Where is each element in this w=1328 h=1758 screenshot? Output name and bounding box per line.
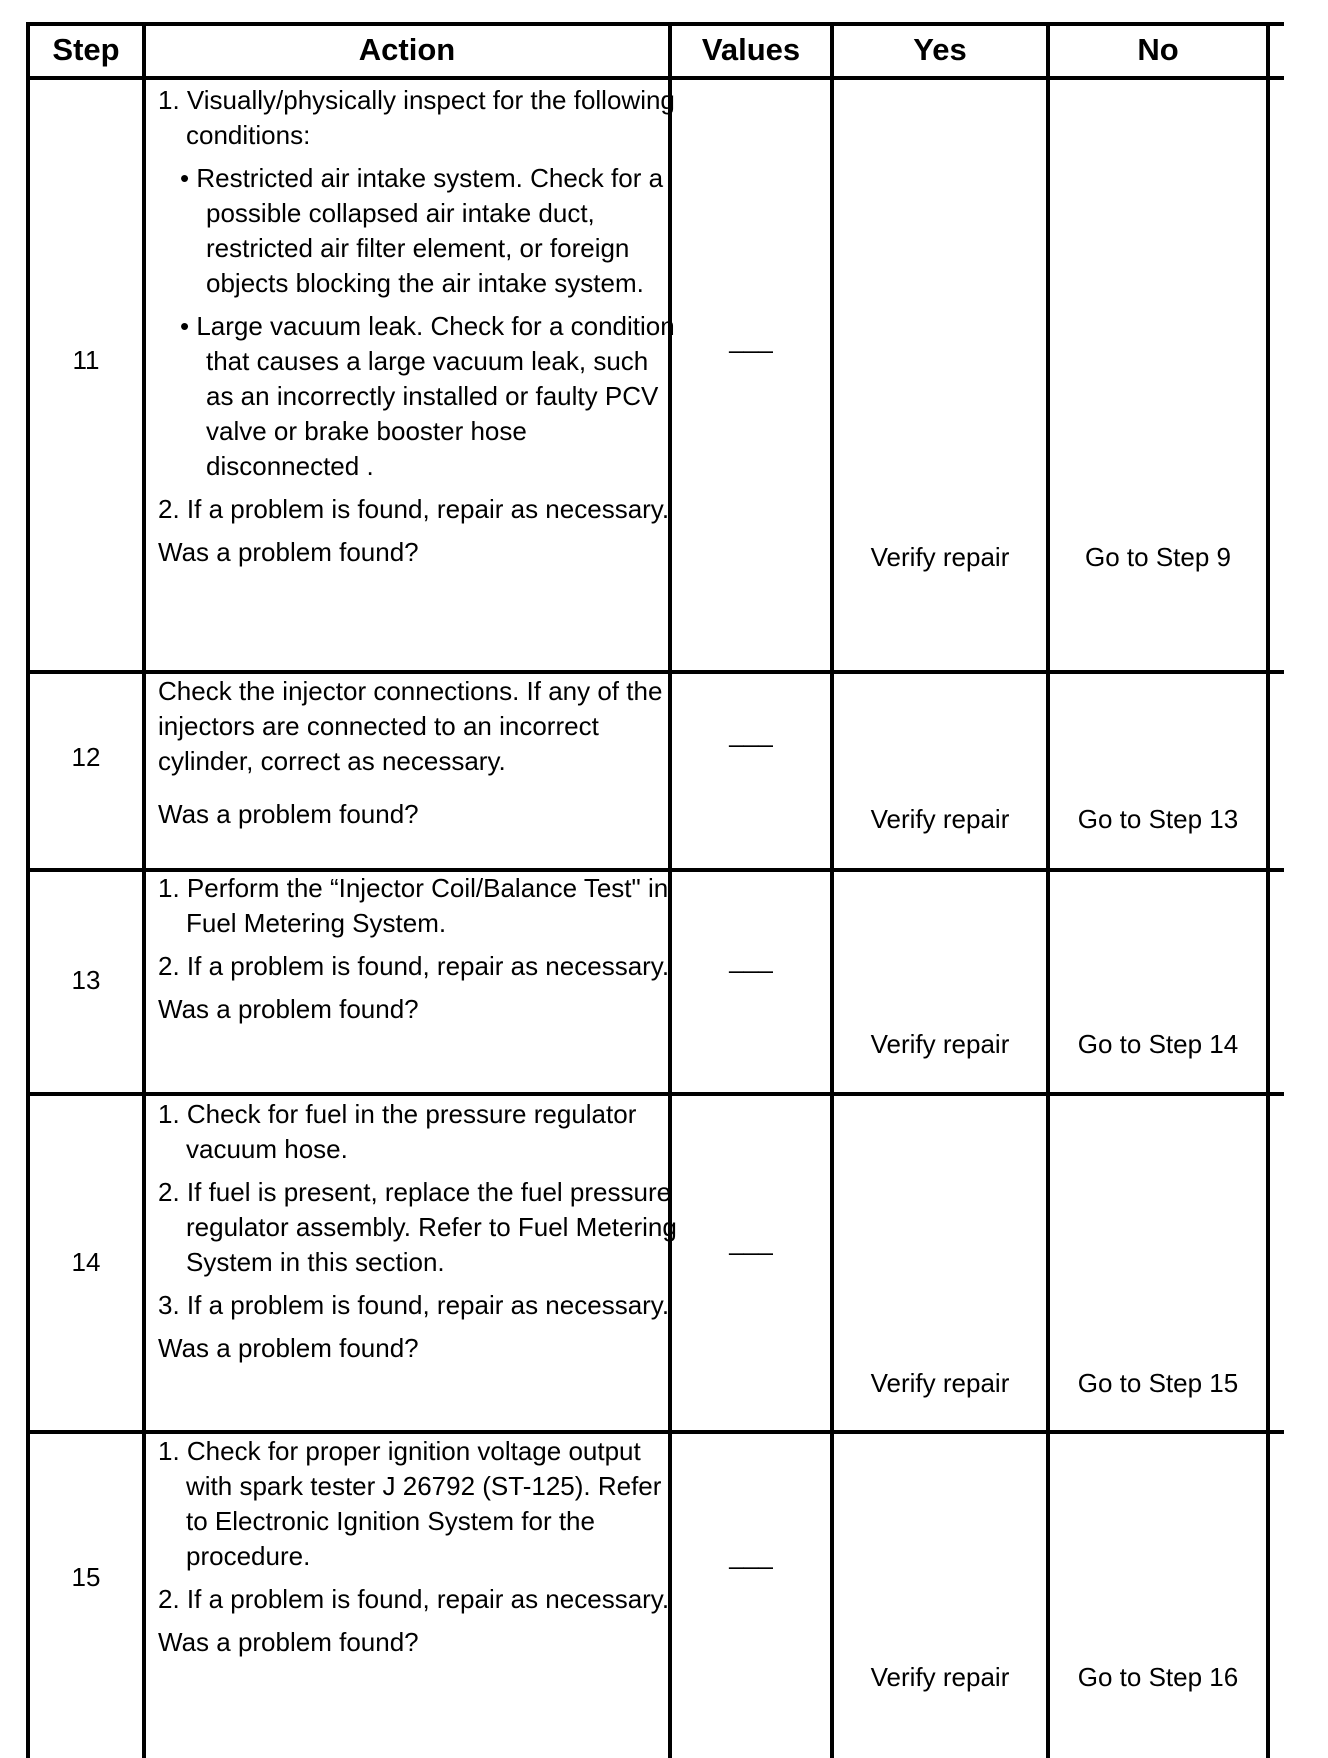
no-cell: Go to Step 16	[1077, 1662, 1239, 1692]
action-question: Was a problem found?	[158, 1333, 419, 1363]
column-divider-step	[142, 22, 146, 1758]
action-question: Was a problem found?	[158, 537, 419, 567]
yes-cell: Verify repair	[870, 1368, 1010, 1398]
no-cell: Go to Step 9	[1085, 542, 1231, 572]
header-yes: Yes	[913, 32, 967, 67]
yes-cell: Verify repair	[870, 542, 1010, 572]
action-bullet: • Large vacuum leak. Check for a condition that causes a large vacuum leak, such as an incorrectly installed or faulty PCV valve or brake booster hose disconnected .	[180, 311, 675, 481]
action-item: 3. If a problem is found, repair as necessary.	[158, 1290, 670, 1320]
values-cell: ___	[729, 324, 773, 354]
yes-cell: Verify repair	[870, 1029, 1010, 1059]
row-divider-13	[26, 1092, 1284, 1096]
action-item: 2. If a problem is found, repair as necessary.	[158, 494, 670, 524]
action-item: 1. Check for fuel in the pressure regulator vacuum hose.	[158, 1099, 637, 1164]
action-item: 2. If a problem is found, repair as necessary.	[158, 951, 670, 981]
action-item: 1. Visually/physically inspect for the following conditions:	[158, 85, 675, 150]
column-border-right	[1266, 22, 1270, 1758]
step-number: 12	[71, 742, 101, 772]
action-cell	[158, 1097, 678, 1366]
action-question: Was a problem found?	[158, 994, 419, 1024]
action-item: 1. Check for proper ignition voltage output with spark tester J 26792 (ST-125). Refer to Electronic Ignition System for the procedure.	[158, 1436, 662, 1571]
column-border-left	[26, 22, 30, 1758]
step-number: 14	[71, 1247, 101, 1277]
values-cell: ___	[729, 718, 773, 748]
action-item: 1. Perform the “Injector Coil/Balance Test" in Fuel Metering System.	[158, 873, 669, 938]
action-item: Check the injector connections. If any of the injectors are connected to an incorrect cylinder, correct as necessary.	[158, 676, 663, 776]
action-question: Was a problem found?	[158, 799, 419, 829]
no-cell: Go to Step 15	[1077, 1368, 1239, 1398]
header-no: No	[1137, 32, 1179, 67]
values-cell: ___	[729, 1540, 773, 1570]
action-cell	[158, 83, 678, 570]
header-action: Action	[358, 32, 456, 67]
action-cell	[158, 1434, 678, 1660]
values-cell: ___	[729, 944, 773, 974]
action-item: 2. If a problem is found, repair as necessary.	[158, 1584, 670, 1614]
header-values: Values	[701, 32, 801, 67]
diagnostic-table	[26, 22, 1284, 1758]
values-cell: ___	[729, 1226, 773, 1256]
header-step: Step	[52, 32, 120, 67]
action-item: 2. If fuel is present, replace the fuel pressure regulator assembly. Refer to Fuel Metering System in this section.	[158, 1177, 677, 1277]
step-number: 11	[72, 345, 100, 375]
no-cell: Go to Step 14	[1077, 1029, 1239, 1059]
step-number: 13	[71, 965, 101, 995]
action-cell	[158, 871, 678, 1027]
action-question: Was a problem found?	[158, 1627, 419, 1657]
step-number: 15	[71, 1562, 101, 1592]
no-cell: Go to Step 13	[1077, 804, 1239, 834]
column-divider-values	[830, 22, 834, 1758]
action-bullet: • Restricted air intake system. Check for a possible collapsed air intake duct, restricted air filter element, or foreign objects blocking the air intake system.	[180, 163, 664, 298]
yes-cell: Verify repair	[870, 804, 1010, 834]
yes-cell: Verify repair	[870, 1662, 1010, 1692]
action-cell	[158, 674, 678, 832]
column-divider-yes	[1046, 22, 1050, 1758]
